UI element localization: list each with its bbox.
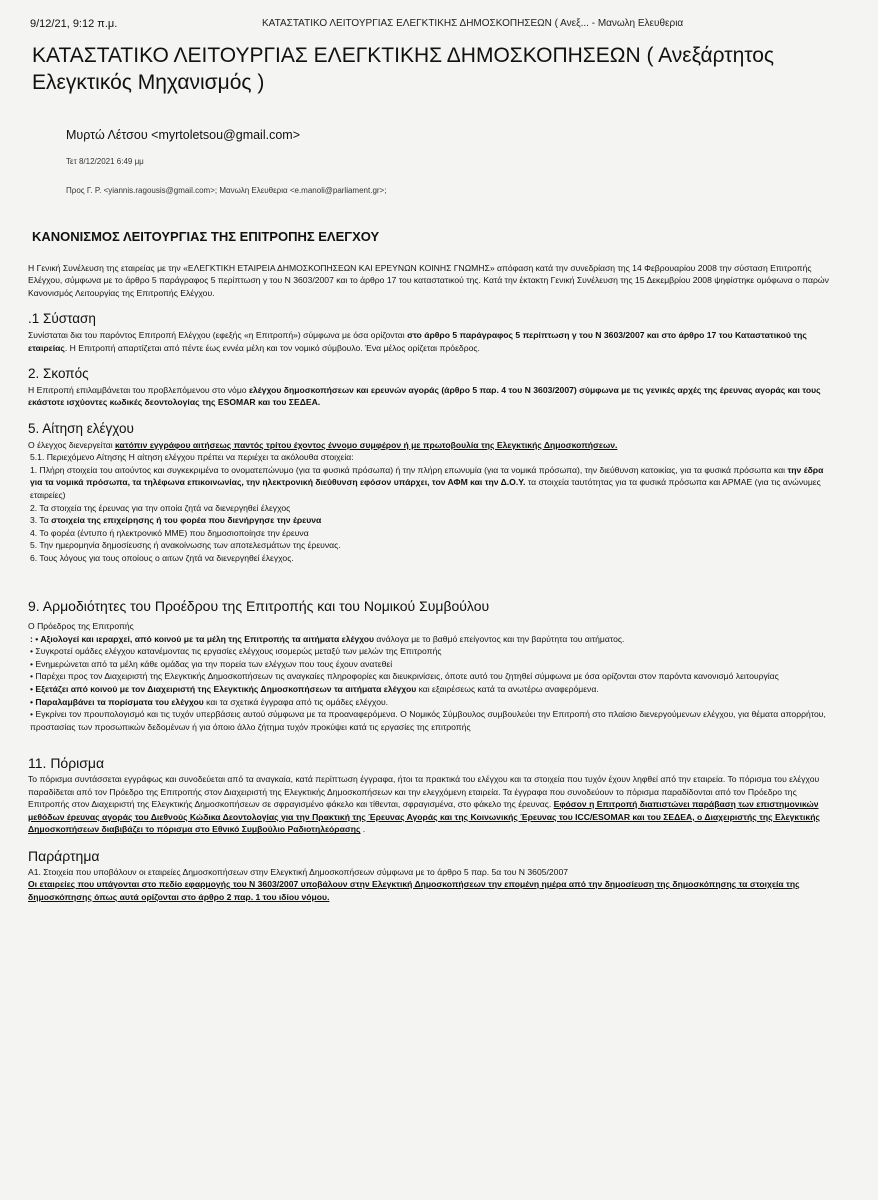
list-item: 2. Τα στοιχεία της έρευνας για την οποία ζητά να διενεργηθεί έλεγχος [30, 502, 291, 513]
section-heading-establishment: .1 Σύσταση [28, 311, 96, 327]
list-item [28, 464, 838, 502]
print-date: 9/12/21, 9:12 π.μ. [30, 18, 118, 30]
text-run: 1. Πλήρη στοιχεία του αιτούντος και συγκεκριμένα το ονοματεπώνυμο (για τα φυσικά πρόσωπα) ή την πλήρη επωνυμία (για τα νομικά πρόσωπα), την διεύθυνση κατοικίας, για τα φυσικά πρόσωπα και [30, 464, 788, 475]
list-item: 5. Την ημερομηνία δημοσίευσης ή ανακοίνωσης των αποτελεσμάτων της έρευνας. [30, 540, 341, 551]
email-recipients: Προς Γ. Ρ. <yiannis.ragousis@gmail.com>; Μανωλη Ελευθερια <e.manoli@parliament.gr>; [66, 186, 387, 195]
list-item [28, 514, 838, 527]
document-body [28, 225, 838, 903]
section-purpose-text [28, 384, 838, 409]
print-header-title: ΚΑΤΑΣΤΑΤΙΚΟ ΛΕΙΤΟΥΡΓΙΑΣ ΕΛΕΓΚΤΙΚΗΣ ΔΗΜΟΣΚΟΠΗΣΕΩΝ ( Ανεξ... - Μανωλη Ελευθερια [262, 18, 684, 29]
text-run-bold: στο άρθρο 5 παράγραφος 5 περίπτωση γ του Ν 3603/2007 και στο άρθρο 17 του Καταστατικού της εταιρείας [28, 329, 807, 353]
appendix-item: Α1. Στοιχεία που υποβάλουν οι εταιρείες Δημοσκοπήσεων στην Ελεγκτική Δημοσκοπήσεων σύμφωνα με το άρθρο 5 παρ. 5α του Ν 3605/2007 [28, 866, 569, 877]
text-run-bold: στοιχεία της επιχείρησης ή του φορέα που διενήργησε την έρευνα [51, 515, 322, 526]
list-item: 5.1. Περιεχόμενο Αίτησης Η αίτηση ελέγχου πρέπει να περιέχει τα ακόλουθα στοιχεία: [30, 452, 354, 463]
text-run: και εξαιρέσεως κατά τα ανωτέρω αναφερόμενα. [416, 684, 599, 695]
text-run: Συνίσταται δια του παρόντος Επιτροπή Ελέγχου (εφεξής «η Επιτροπή») σύμφωνα με όσα ορίζονται [28, 329, 408, 340]
intro-paragraph: Η Γενική Συνέλευση της εταιρείας με την «ΕΛΕΓΚΤΙΚΗ ΕΤΑΙΡΕΙΑ ΔΗΜΟΣΚΟΠΗΣΕΩΝ ΚΑΙ ΕΡΕΥΝΩΝ ΚΟΙΝΗΣ ΓΝΩΜΗΣ» απόφαση κατά την συνεδρίαση της 14 Φεβρουαρίου 2008 την σύσταση Επιτροπής Ελέγχου, σύμφωνα με το άρθρο 5 παράγραφος 5 περίπτωση γ του Ν 3603/2007 και το άρθρο 17 του καταστατικού της. Κατά την έκτακτη Γενική Συνέλευση της 15 Δεκεμβρίου 2008 ψηφίστηκε ομόφωνα ο παρών Κανονισμός Λειτουργίας της Επιτροπής Ελέγχου. [28, 262, 829, 298]
text-run-bold-underlined: κατόπιν εγγράφου αιτήσεως παντός τρίτου έχοντος έννομο συμφέρον ή με πρωτοβουλία της Ελεγκτικής Δημοσκοπήσεων. [115, 439, 618, 450]
text-run: και τα σχετικά έγγραφα από τις ομάδες ελέγχου. [203, 696, 389, 707]
section-heading-finding: 11. Πόρισμα [28, 755, 105, 772]
section-request-text [28, 439, 838, 452]
section-heading-purpose: 2. Σκοπός [28, 366, 89, 382]
text-run: Το πόρισμα συντάσσεται εγγράφως και συνοδεύεται από τα αναγκαία, κατά περίπτωση έγγραφα, ήτοι τα πρακτικά του ελέγχου και τα στοιχεία που τυχόν έχουν ληφθεί από την εταιρεία. Το πόρισμα του ελέγχου παραδίδεται από τον Πρόεδρο της Επιτροπής στον Διαχειριστή της Ελεγκτικής Δημοσκοπήσεων και την ελεγχόμενη εταιρεία. Τα έγγραφα που συνοδεύουν το πόρισμα παραδίδονται από τον Πρόεδρο της Επιτροπής στον Διαχειριστή της Ελεγκτικής Δημοσκοπήσεων σε σφραγισμένο φάκελο και τίθενται, σφραγισμένα, στο φάκελο της έρευνας. [28, 774, 820, 810]
text-run: τα στοιχεία ταυτότητας για τα φυσικά πρόσωπα και ΑΡΜΑΕ (για τις ανώνυμες εταιρείες) [30, 477, 821, 500]
list-item: • Παρέχει προς τον Διαχειριστή της Ελεγκτικής Δημοσκοπήσεων τις αναγκαίες πληροφορίες και διευκρινίσεις, όποτε αυτό του ζητηθεί σύμφωνα με όσα ορίζονται στον παρόντα κανονισμό λειτουργίας [30, 671, 779, 682]
section-heading-request: 5. Αίτηση ελέγχου [28, 420, 134, 436]
text-run: ανάλογα με το βαθμό επείγοντος και την βαρύτητα του αιτήματος. [374, 633, 625, 644]
section-heading-appendix: Παράρτημα [28, 847, 100, 864]
list-item: 4. Το φορέα (έντυπο ή ηλεκτρονικό ΜΜΕ) που δημοσιοποίησε την έρευνα [30, 527, 309, 538]
document-title: ΚΑΝΟΝΙΣΜΟΣ ΛΕΙΤΟΥΡΓΙΑΣ ΤΗΣ ΕΠΙΤΡΟΠΗΣ ΕΛΕΓΧΟΥ [32, 229, 380, 244]
email-sent-date: Τετ 8/12/2021 6:49 μμ [66, 157, 144, 166]
list-item [28, 696, 838, 709]
appendix-text: Οι εταιρείες που υπάγονται στο πεδίο εφαρμογής του Ν 3603/2007 υποβάλουν στην Ελεγκτική Δημοσκοπήσεων την επομένη ημέρα από την δημοσίευση της δημοσκόπησης τα στοιχεία της δημοσκόπησης όπως αυτά ορίζονται στο άρθρο 2 παρ. 1 του ιδίου νόμου. [28, 879, 800, 902]
section-finding-text [28, 773, 838, 836]
section-establishment-text [28, 329, 838, 354]
email-sender: Μυρτώ Λέτσου <myrtoletsou@gmail.com> [66, 128, 300, 142]
text-run: . Η Επιτροπή απαρτίζεται από πέντε έως εννέα μέλη και τον νομικό σύμβουλο. Ένα μέλος ορίζεται πρόεδρος. [64, 342, 480, 353]
text-run-bold: ελέγχου δημοσκοπήσεων και ερευνών αγοράς (άρθρο 5 παρ. 4 του Ν 3603/2007) σύμφωνα με τις γενικές αρχές της έρευνας αγοράς και τους εκάστοτε ισχύοντες κωδικές δεοντολογίας της ESOMAR και του ΣΕΔΕΑ. [28, 384, 821, 408]
text-run-bold: • Εξετάζει από κοινού με τον Διαχειριστή της Ελεγκτικής Δημοσκοπήσεων τα αιτήματα ελέγχου [30, 684, 417, 695]
text-run-bold: : • Αξιολογεί και ιεραρχεί, από κοινού με τα μέλη της Επιτροπής τα αιτήματα ελέγχου [30, 633, 375, 644]
text-run-bold: • Παραλαμβάνει τα πορίσματα του ελέγχου [30, 696, 204, 707]
text-run: Ο έλεγχος διενεργείται [28, 439, 116, 450]
text-run-bold: την έδρα για τα νομικά πρόσωπα, τα τηλέφωνα επικοινωνίας, την ηλεκτρονική διεύθυνση εφόσον υπάρχει, τον ΑΦΜ και την Δ.Ο.Υ. [30, 464, 824, 488]
email-subject: ΚΑΤΑΣΤΑΤΙΚΟ ΛΕΙΤΟΥΡΓΙΑΣ ΕΛΕΓΚΤΙΚΗΣ ΔΗΜΟΣΚΟΠΗΣΕΩΝ ( Ανεξάρτητος Ελεγκτικός Μηχανισμός ) [32, 44, 775, 94]
list-item: • Συγκροτεί ομάδες ελέγχου κατανέμοντας τις εργασίες ελέγχους ισομερώς μεταξύ των μελών της Επιτροπής [30, 646, 442, 657]
text-run: Η Επιτροπή επιλαμβάνεται του προβλεπόμενου στο νόμο [28, 384, 249, 395]
list-item [28, 683, 838, 696]
section-heading-responsibilities: 9. Αρμοδιότητες του Προέδρου της Επιτροπής και του Νομικού Συμβούλου [28, 598, 490, 615]
text-run: . [360, 824, 366, 835]
text-run-bold-underlined: Εφόσον η Επιτροπή διαπιστώνει παράβαση των επιστημονικών μεθόδων έρευνας αγοράς του Διεθνούς Κώδικα Δεοντολογίας για την Πρακτική της Έρευνας Αγοράς και της Κοινωνικής Έρευνας του ICC/ESOMAR και του ΣΕΔΕΑ, ο Διαχειριστής της Ελεγκτικής Δημοσκοπήσεων διαβιβάζει το πόρισμα στο Εθνικό Συμβούλιο Ραδιοτηλεόρασης [28, 799, 820, 835]
list-item [28, 633, 838, 646]
responsibilities-lead: Ο Πρόεδρος της Επιτροπής [28, 621, 134, 632]
text-run: 3. Τα [30, 515, 52, 526]
list-item: 6. Τους λόγους για τους οποίους ο αιτων ζητά να διενεργηθεί έλεγχος. [30, 552, 294, 563]
list-item: • Ενημερώνεται από τα μέλη κάθε ομάδας για την πορεία των ελέγχων που τους έχουν ανατεθεί [30, 658, 393, 669]
list-item: • Εγκρίνει τον προυπολογισμό και τις τυχόν υπερβάσεις αυτού σύμφωνα με τα προαναφερόμενα. Ο Νομικός Σύμβουλος συμβουλεύει την Επιτροπή στο πλαίσιο διενεργούμενων ελέγχου, για θέματα απορρήτου, προστασίας των προσωπικών δεδομένων ή για όποιο άλλο ζήτημα τυχόν προκύψει κατά τις εργασίες της επιτροπής [30, 709, 826, 732]
